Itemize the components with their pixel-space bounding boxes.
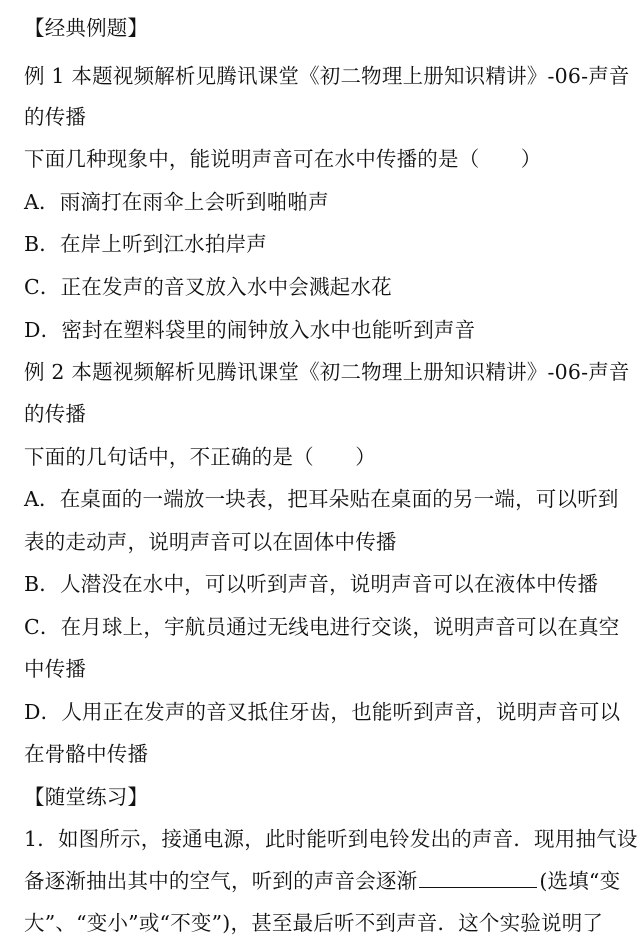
example-2-option-d: D．人用正在发声的音叉抵住牙齿，也能听到声音，说明声音可以 (24, 700, 621, 724)
example-2-option-a-cont: 表的走动声，说明声音可以在固体中传播 (24, 530, 397, 554)
section-header-practice: 【随堂练习】 (24, 785, 149, 809)
example-1-option-c: C．正在发声的音叉放入水中会溅起水花 (24, 275, 392, 299)
practice-1-line-1: 1．如图所示，接通电源，此时能听到电铃发出的声音．现用抽气设 (24, 827, 638, 851)
example-2-intro: 例 2 本题视频解析见腾讯课堂《初二物理上册知识精讲》-06-声音 (24, 360, 630, 384)
example-2-option-c: C．在月球上，宇航员通过无线电进行交谈，说明声音可以在真空 (24, 615, 620, 639)
section-header-classic-examples: 【经典例题】 (24, 16, 149, 40)
example-1-option-b: B．在岸上听到江水拍岸声 (24, 232, 267, 256)
example-2-option-b: B．人潜没在水中，可以听到声音，说明声音可以在液体中传播 (24, 572, 599, 596)
example-2-intro-cont: 的传播 (24, 402, 87, 426)
example-1-intro: 例 1 本题视频解析见腾讯课堂《初二物理上册知识精讲》-06-声音 (24, 64, 630, 88)
practice-1-line-2-after: (选填“变 (539, 869, 621, 893)
practice-1-line-2-before: 备逐渐抽出其中的空气，听到的声音会逐渐 (24, 869, 418, 893)
example-1-question: 下面几种现象中，能说明声音可在水中传播的是（ ） (24, 147, 542, 171)
example-1-option-a: A．雨滴打在雨伞上会听到啪啪声 (24, 190, 329, 214)
example-1-option-d: D．密封在塑料袋里的闹钟放入水中也能听到声音 (24, 318, 476, 342)
practice-1-line-3: 大”、“变小”或“不变”)，甚至最后听不到声音．这个实验说明了 (24, 911, 604, 935)
example-1-intro-cont: 的传播 (24, 105, 87, 129)
example-2-option-d-cont: 在骨骼中传播 (24, 742, 149, 766)
example-2-option-a: A．在桌面的一端放一块表，把耳朵贴在桌面的另一端，可以听到 (24, 487, 619, 511)
example-2-question: 下面的几句话中，不正确的是（ ） (24, 445, 376, 469)
fill-in-blank[interactable] (419, 867, 537, 888)
example-2-option-c-cont: 中传播 (24, 657, 87, 681)
practice-1-line-2 (24, 867, 624, 895)
